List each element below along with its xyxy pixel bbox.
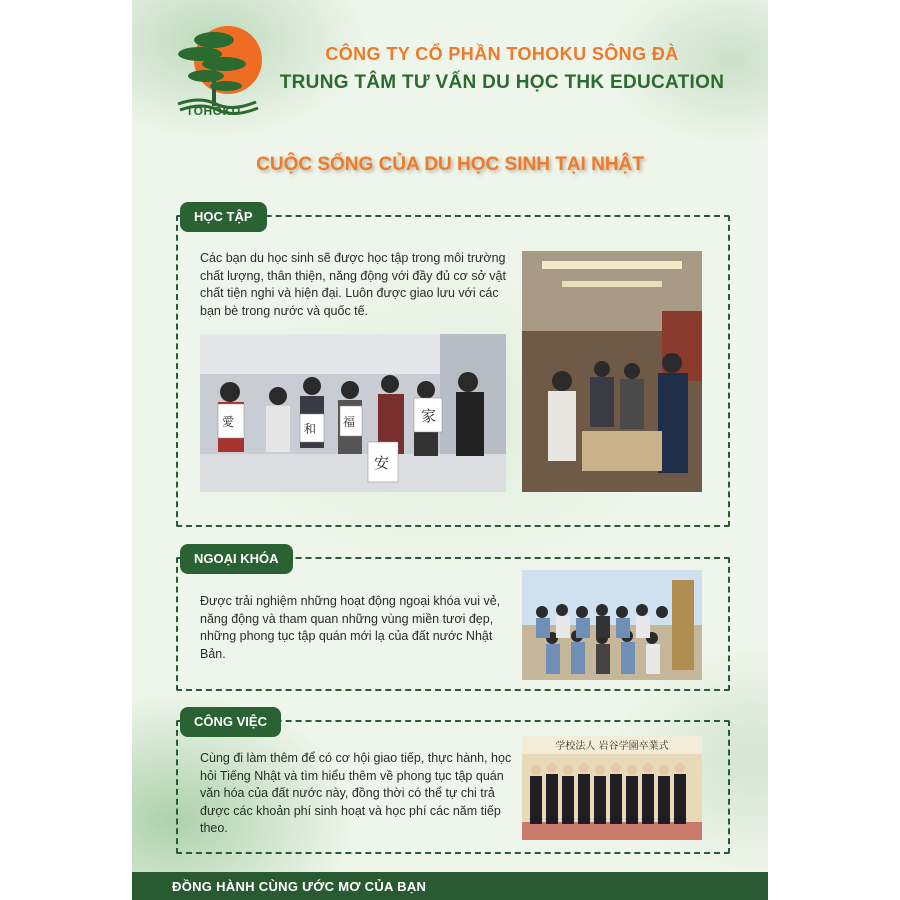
calligraphy-kanji-ai: 愛 — [222, 415, 235, 429]
graduation-banner-text: 学校法人 岩谷学園卒業式 — [555, 741, 669, 752]
company-name: CÔNG TY CỔ PHẦN TOHOKU SÔNG ĐÀ — [325, 44, 679, 64]
calligraphy-kanji-an: 安 — [374, 454, 390, 472]
center-name: TRUNG TÂM TƯ VẤN DU HỌC THK EDUCATION — [279, 72, 725, 93]
classroom-photo — [200, 334, 506, 492]
restaurant-photo — [522, 251, 702, 492]
footer-bar — [132, 872, 768, 900]
calligraphy-kanji-ie: 家 — [421, 407, 437, 425]
page-title: CUỘC SỐNG CỦA DU HỌC SINH TẠI NHẬT — [256, 154, 644, 175]
section-label-work: CÔNG VIỆC — [180, 707, 281, 737]
footer-slogan: ĐỒNG HÀNH CÙNG ƯỚC MƠ CỦA BẠN — [172, 879, 427, 894]
section-text-extracurricular: Được trải nghiệm những hoạt động ngoại khóa vui vẻ, năng động và tham quan những vùng miền tươi đẹp, những phong tục tập quán mới lạ của đất nước Nhật Bản. — [200, 594, 501, 661]
graduation-photo — [522, 736, 702, 840]
calligraphy-kanji-wa: 和 — [304, 422, 317, 436]
section-text-work: Cùng đi làm thêm để có cơ hội giao tiếp, thực hành, học hỏi Tiếng Nhật và tìm hiểu thêm về phong tục tập quán văn hóa của đất nước này, đồng thời có thể tự chi trả được các khoản phí sinh hoạt và học phí các năm tiếp theo. — [200, 751, 512, 835]
section-label-study: HỌC TẬP — [180, 202, 267, 232]
section-text-study: Các bạn du học sinh sẽ được học tập trong môi trường chất lượng, thân thiện, năng động với đầy đủ cơ sở vật chất tiện nghi và hiện đại. Luôn được giao lưu với các bạn bè trong nước và quốc tế. — [200, 251, 506, 318]
calligraphy-kanji-fuku: 福 — [343, 415, 356, 429]
logo-text: TOHOKU — [186, 104, 241, 118]
tohoku-logo-icon — [170, 18, 262, 118]
brochure-page — [132, 0, 768, 900]
group-trip-photo — [522, 570, 702, 680]
section-label-extracurricular: NGOẠI KHÓA — [180, 544, 293, 574]
